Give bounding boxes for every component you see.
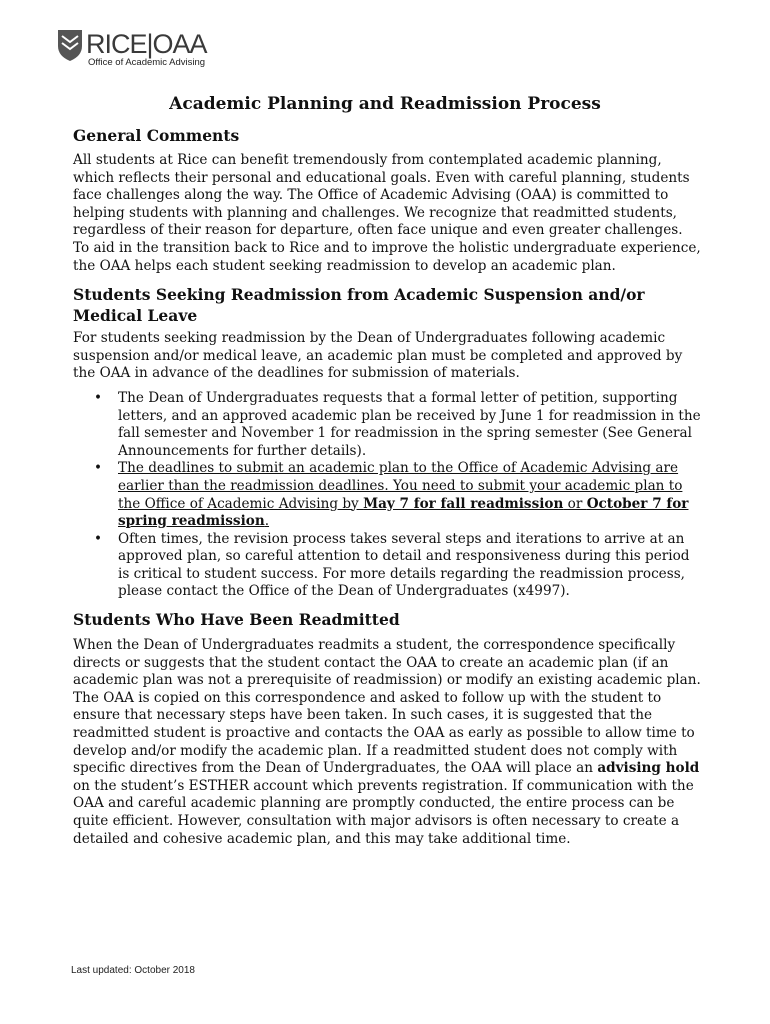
list-item: • The Dean of Undergraduates requests that a formal letter of petition, supporting letters, and an approved academic plan be received by June 1 for readmission in the fall semester and November 1 for readmission in the spring semester (See General Announcements for further details). xyxy=(94,389,701,459)
spring-deadline: October 7 for spring readmission xyxy=(118,495,689,530)
fall-deadline: May 7 for fall readmission xyxy=(363,495,564,512)
logo-wordmark: RICE|OAA xyxy=(86,29,207,59)
rice-shield-icon xyxy=(56,28,84,62)
suspension-bullet-list xyxy=(73,390,703,601)
readmitted-heading: Students Who Have Been Readmitted xyxy=(73,610,400,630)
last-updated-footer: Last updated: October 2018 xyxy=(71,965,195,976)
general-comments-heading: General Comments xyxy=(73,126,240,145)
bullet-text: The Dean of Undergraduates requests that a formal letter of petition, supporting letters, and an approved academic plan be received by June 1 for readmission in the fall semester and November 1 for readmission in the spring semester (See General Announcements for further details). xyxy=(118,389,701,459)
general-comments-paragraph: All students at Rice can benefit tremendously from contemplated academic planning, which reflects their personal and educational goals. Even with careful planning, students face challenges along the way. The Office of Academic Advising (OAA) is committed to helping students with planning and challenges. We recognize that readmitted students, regardless of their reason for departure, often face unique and even greater challenges. To aid in the transition back to Rice and to improve the holistic undergraduate experience, the OAA helps each student seeking readmission to develop an academic plan. xyxy=(73,152,701,274)
page-title: Academic Planning and Readmission Process xyxy=(169,94,601,114)
rice-oaa-logo xyxy=(56,28,226,70)
document-body xyxy=(73,125,703,848)
list-item: • Often times, the revision process takes several steps and iterations to arrive at an approved plan, so careful attention to detail and responsiveness during this period is critical to student success. For more details regarding the readmission process, please contact the Office of the Dean of Undergraduates (x4997). xyxy=(94,530,690,600)
deadline-notice: The deadlines to submit an academic plan to the Office of Academic Advising are earlier than the readmission deadlines. You need to submit your academic plan to the Office of Academic Advising by May 7 for fall readmission or October 7 for spring readmission. xyxy=(118,460,689,530)
advising-hold-term: advising hold xyxy=(597,760,700,777)
suspension-paragraph: For students seeking readmission by the Dean of Undergraduates following academic suspension and/or medical leave, an academic plan must be completed and approved by the OAA in advance of the deadlines for submission of materials. xyxy=(73,330,683,382)
bullet-text: Often times, the revision process takes several steps and iterations to arrive at an approved plan, so careful attention to detail and responsiveness during this period is critical to student success. For more details regarding the readmission process, please contact the Office of the Dean of Undergraduates (x4997). xyxy=(118,530,690,600)
readmitted-paragraph: When the Dean of Undergraduates readmits a student, the correspondence specifically directs or suggests that the student contact the OAA to create an academic plan (if an academic plan was not a prerequisite of readmission) or modify an existing academic plan. The OAA is copied on this correspondence and asked to follow up with the student to ensure that necessary steps have been taken. In such cases, it is suggested that the readmitted student is proactive and contacts the OAA as early as possible to allow time to develop and/or modify the academic plan. If a readmitted student does not comply with specific directives from the Dean of Undergraduates, the OAA will place an advising hold on the student’s ESTHER account which prevents registration. If communication with the OAA and careful academic planning are promptly conducted, the entire process can be quite efficient. However, consultation with major advisors is often necessary to create a detailed and cohesive academic plan, and this may take additional time. xyxy=(73,637,701,847)
suspension-heading: Students Seeking Readmission from Academic Suspension and/or Medical Leave xyxy=(73,285,645,326)
logo-subtitle: Office of Academic Advising xyxy=(88,57,206,68)
list-item: • The deadlines to submit an academic plan to the Office of Academic Advising are earlier than the readmission deadlines. You need to submit your academic plan to the Office of Academic Advising by May 7 for fall readmission or October 7 for spring readmission. xyxy=(94,460,689,530)
